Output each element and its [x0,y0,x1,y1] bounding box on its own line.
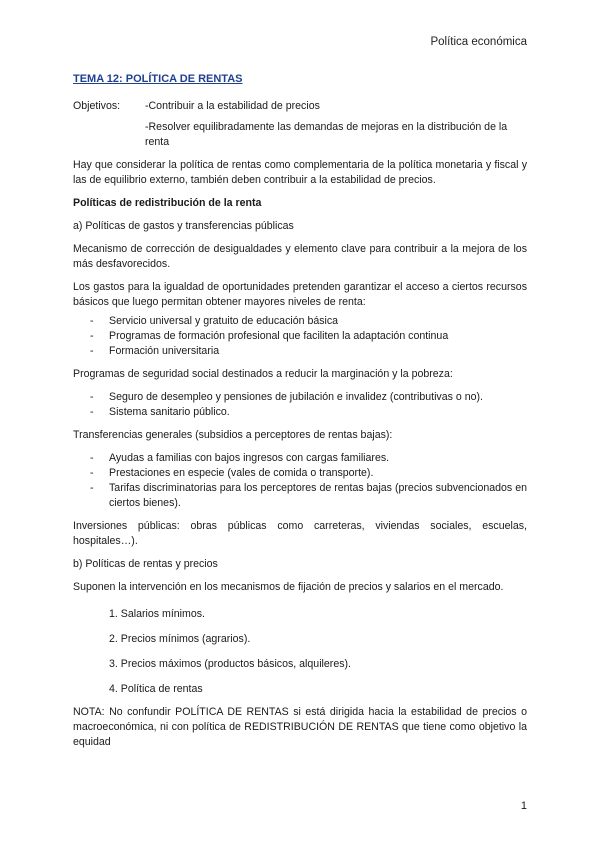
objective-2: -Resolver equilibradamente las demandas de mejoras en la distribución de la renta [145,121,508,148]
list-item: - Formación universitaria [73,344,527,359]
paragraph-inversiones: Inversiones públicas: obras públicas como carreteras, viviendas sociales, escuelas, hospitales…). [73,520,527,547]
objectives-row [73,99,527,114]
list-item: - Sistema sanitario público. [73,405,527,420]
subsection-b-heading: b) Políticas de rentas y precios [73,558,218,570]
page-header-title: Política económica [430,36,527,48]
list-item: - Servicio universal y gratuito de educación básica [73,314,527,329]
objective-1: -Contribuir a la estabilidad de precios [145,100,320,112]
note-paragraph: NOTA: No confundir POLÍTICA DE RENTAS si está dirigida hacia la estabilidad de precios o macroeconómica, ni con política de REDISTRIBUCIÓN DE RENTAS que tiene como objetivo la equidad [73,706,527,748]
paragraph-seguridad: Programas de seguridad social destinados a reducir la marginación y la pobreza: [73,368,453,380]
paragraph-gastos: Los gastos para la igualdad de oportunidades pretenden garantizar el acceso a ciertos recursos básicos que luego permitan obtener mayores niveles de renta: [73,281,527,308]
list-item: - Programas de formación profesional que faciliten la adaptación continua [73,329,527,344]
numbered-list [73,607,527,697]
document-title: TEMA 12: POLÍTICA DE RENTAS [73,73,243,85]
list-item: - Seguro de desempleo y pensiones de jubilación e invalidez (contributivas o no). [73,390,527,405]
subsection-a-heading: a) Políticas de gastos y transferencias públicas [73,220,294,232]
list-item: 3. Precios máximos (productos básicos, alquileres). [109,658,351,670]
intro-paragraph: Hay que considerar la política de rentas como complementaria de la política monetaria y fiscal y las de equilibrio externo, también deben contribuir a la estabilidad de precios. [73,159,527,186]
list-gastos [73,314,527,359]
page-number: 1 [520,800,527,812]
paragraph-mecanismo: Mecanismo de corrección de desigualdades y elemento clave para contribuir a la mejora de los más desfavorecidos. [73,243,527,270]
paragraph-transferencias: Transferencias generales (subsidios a perceptores de rentas bajas): [73,429,393,441]
list-item: 1. Salarios mínimos. [109,608,205,620]
list-item: 2. Precios mínimos (agrarios). [109,633,251,645]
list-item: - Prestaciones en especie (vales de comida o transporte). [73,466,527,481]
list-item: 4. Política de rentas [109,683,203,695]
list-item: - Ayudas a familias con bajos ingresos con cargas familiares. [73,451,527,466]
section-heading: Políticas de redistribución de la renta [73,197,262,209]
document-body [73,66,527,758]
paragraph-suponen: Suponen la intervención en los mecanismos de fijación de precios y salarios en el mercado. [73,581,504,593]
list-item: - Tarifas discriminatorias para los perceptores de rentas bajas (precios subvencionados en ciertos bienes). [73,481,527,511]
list-transferencias [73,451,527,511]
objectives-label: Objetivos: [73,100,121,112]
list-seguridad [73,390,527,420]
